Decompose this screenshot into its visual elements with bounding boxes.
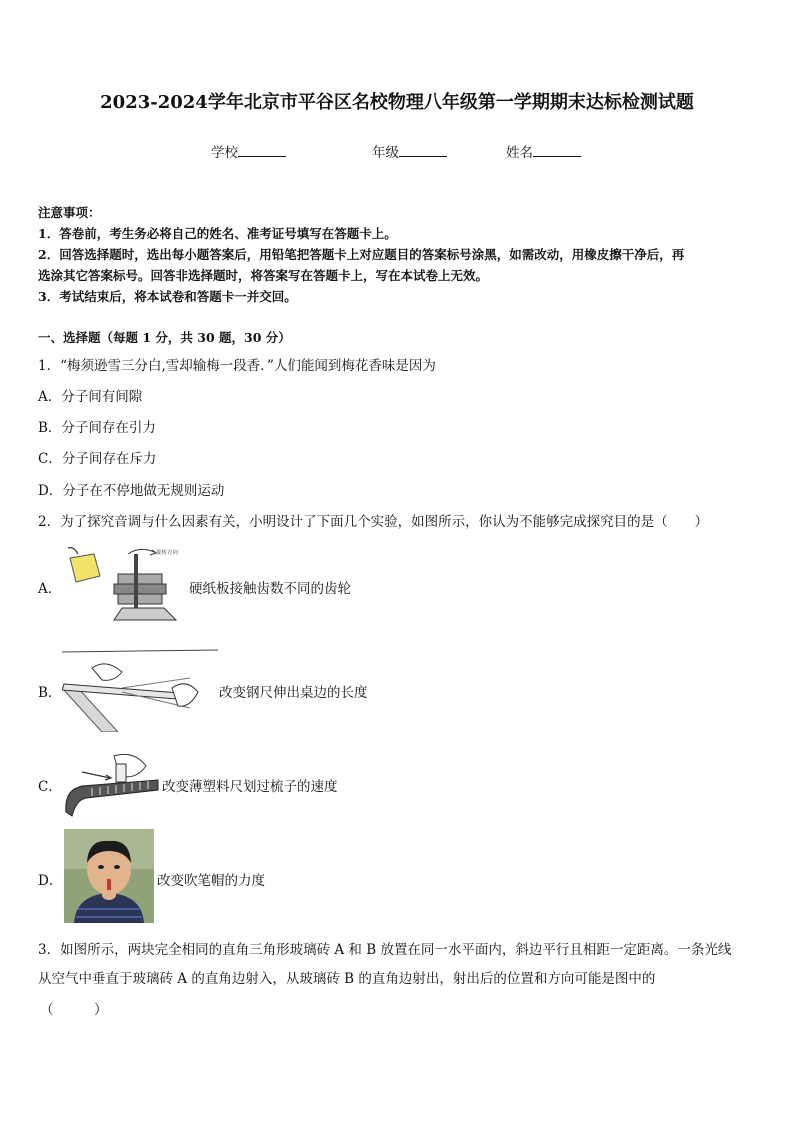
gear-experiment-figure [64,544,188,628]
question-2-option-b-text: 改变钢尺伸出桌边的长度 [219,685,368,701]
section-heading: 一、选择题（每题 1 分，共 30 题，30 分） [38,330,291,345]
comb-experiment-figure [62,750,162,820]
notice-item: 2．回答选择题时，选出每小题答案后，用铅笔把答题卡上对应题目的答案标号涂黑，如需改动，用橡皮擦干净后，再 [38,247,685,262]
school-label: 学校 [211,145,238,161]
question-2-option-d-letter: D． [38,873,63,889]
notice-item: 3．考试结束后，将本试卷和答题卡一并交回。 [38,289,297,304]
question-2-option-c-letter: C． [38,779,62,795]
question-1-option-b: B．分子间存在引力 [38,420,156,436]
grade-label: 年级 [372,145,399,161]
name-label: 姓名 [506,145,533,161]
steel-ruler-figure [62,648,218,732]
question-2-stem: 2．为了探究音调与什么因素有关，小明设计了下面几个实验，如图所示，你认为不能够完成探究目的是（ ） [38,514,709,530]
question-2-option-b-letter: B． [38,685,62,701]
question-3-answer-bracket: （ ） [40,1002,108,1018]
notice-item: 选涂其它答案标号。回答非选择题时，将答案写在答题卡上，写在本试卷上无效。 [38,268,489,283]
page-title: 2023-2024学年北京市平谷区名校物理八年级第一学期期末达标检测试题 [100,92,694,113]
grade-blank [399,144,447,157]
question-2-option-c-text: 改变薄塑料尺划过梳子的速度 [162,779,338,795]
question-3-line: 从空气中垂直于玻璃砖 A 的直角边射入，从玻璃砖 B 的直角边射出，射出后的位置和方向可能是图中的 [38,971,656,987]
name-field [506,141,581,161]
question-2-option-d-text: 改变吹笔帽的力度 [157,873,265,889]
notice-item: 1．答卷前，考生务必将自己的姓名、准考证号填写在答题卡上。 [38,226,397,241]
question-1-stem: 1．“梅须逊雪三分白,雪却输梅一段香．”人们能闻到梅花香味是因为 [38,358,436,374]
school-field [211,141,286,161]
question-1-option-c: C．分子间存在斥力 [38,451,157,467]
name-blank [533,144,581,157]
question-2-option-a-letter: A． [38,581,62,597]
question-2-option-a-text: 硬纸板接触齿数不同的齿轮 [189,581,351,597]
question-3-line: 3．如图所示，两块完全相同的直角三角形玻璃砖 A 和 B 放置在同一水平面内，斜边平行且相距一定距离。一条光线 [38,942,732,958]
grade-field [372,141,447,161]
school-blank [238,144,286,157]
question-1-option-d: D．分子在不停地做无规则运动 [38,483,225,499]
boy-blowing-pen-cap-photo [64,829,154,923]
rotation-direction-label: 旋转方向 [156,550,179,556]
question-1-option-a: A．分子间有间隙 [38,389,143,405]
notice-heading: 注意事项： [38,205,101,220]
